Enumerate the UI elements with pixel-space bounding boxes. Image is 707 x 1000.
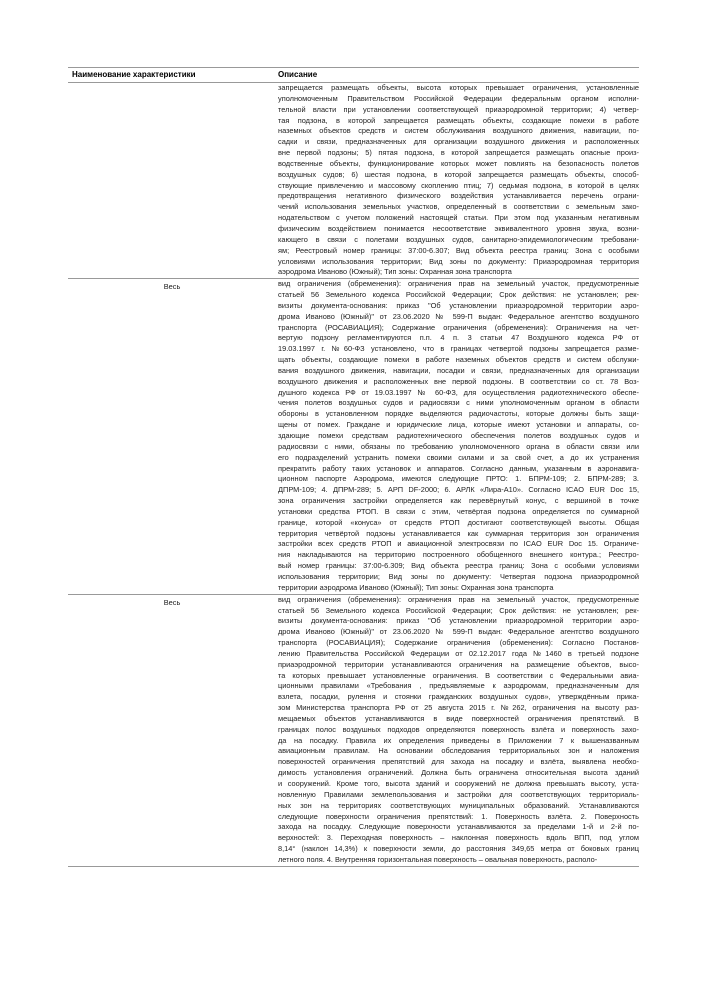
description-line: границах полос воздушных подходов определяются поверхность взлёта и поверхность захо- <box>278 724 639 734</box>
description-line: ных зон на территориях соответствующих муниципальных образований. Устанавливаются <box>278 800 639 810</box>
description-line: поверхностей ограничения препятствий для захода на посадку и взлёта, выявлена необхо- <box>278 757 639 767</box>
table-row <box>68 83 639 279</box>
description-line: его подразделений устранить помехи своими силами и за свой счет, а до их устранения <box>278 452 639 462</box>
description-line: захода на посадку. Следующие поверхности устанавливаются за пределами 1-й и 2-й по- <box>278 822 639 832</box>
row-name-cell <box>68 83 276 279</box>
description-line: воздушных судов; 6) шестая подзона, в которой запрещается размещать объекты, способ- <box>278 169 639 179</box>
description-line: здающие помехи средствам радиотехнического обеспечения полетов воздушных судов и <box>278 431 639 440</box>
description-line: чений использования земельных участков, определенный в соответствии с земельным зако- <box>278 202 639 212</box>
description-line: установки средства РТОП. В связи с этим, четвёртая подзона определяется по суммарной <box>278 506 639 516</box>
description-line: следующие поверхности ограничения препятствий: 1. Поверхность взлёта. 2. Поверхность <box>278 811 639 821</box>
description-line: садки и связи, предназначенных для организации воздушного движения и расположенных <box>278 137 639 147</box>
description-line: ДПРМ-109; 4. ДПРМ-289; 5. АРП DF-2000; 6. АРЛК «Лира-А10». Согласно ICAO EUR Doc 15, <box>278 485 639 495</box>
description-line: предотвращения негативного физического воздействия устанавливается перечень ограни- <box>278 191 639 201</box>
description-line: вания воздушного движения, навигации, посадки и связи, предназначенных для организации <box>278 365 639 375</box>
description-line: наземных объектов средств и систем обслуживания воздушного движения, навигации, по- <box>278 126 639 136</box>
description-line: приаэродромной территории устанавливаются ограничения на размещение объектов, высо- <box>278 659 639 669</box>
description-line: тельной власти при установлении соответствующей приаэродромной территории; 4) четвер- <box>278 104 639 114</box>
description-line: использования территории; Вид зоны по документу: Четвертая подзона приаэродромной <box>278 571 639 581</box>
description-line: димость установления ограничений. Должна быть ограничена относительная высота зданий <box>278 768 639 778</box>
row-description <box>276 279 639 593</box>
row-description <box>276 595 639 866</box>
description-line: 8,14° (наклон 14,3%) к поверхности земли, до расстояния 349,65 метра от боковых границ <box>278 844 639 854</box>
description-line: авиационным правилам. На основании обследования территориальных зон и наложения <box>278 746 639 756</box>
description-line: та которых превышает установленные ограничения. В соответствии с Федеральными авиа- <box>278 670 639 680</box>
description-line: визиты документа-основания: приказ "Об установлении приаэродромной территории аэро- <box>278 616 639 626</box>
description-line: статьей 56 Земельного кодекса Российской Федерации; Срок действия: не установлен; рек- <box>278 605 639 615</box>
description-line: вый номер границы: 37:00-6.309; Вид объекта реестра границ: Зона с особыми условиями <box>278 561 639 571</box>
table-row <box>68 594 639 866</box>
description-line: ям; Реестровый номер границы: 37:00-6.307; Вид объекта реестра границ: Зона с особыми <box>278 245 639 255</box>
description-line: водственные объекты, функционирование которых может повлиять на безопасность полетов <box>278 158 639 168</box>
description-line: уполномоченным Правительством Российской Федерации федеральным органом исполни- <box>278 93 639 103</box>
header-characteristic-name: Наименование характеристики <box>68 68 276 83</box>
description-line: статьей 56 Земельного кодекса Российской Федерации; Срок действия: не установлен; рек- <box>278 290 639 300</box>
row-description <box>276 83 639 278</box>
description-line: вид ограничения (обременения): ограничения прав на земельный участок, предусмотренные <box>278 279 639 289</box>
description-line: тая подзона, в которой запрещается размещать объекты, создающие помехи в работе <box>278 115 639 125</box>
description-line: физическим воздействием понимается несоответствие эквивалентного уровня звука, возни- <box>278 223 639 233</box>
description-line: нодательством с учетом положений настоящей статьи. При этом под указанным негативным <box>278 213 639 223</box>
row-name-cell <box>68 279 276 594</box>
description-line: радиосвязи с ними, обязаны по требованию уполномоченного органа в области связи или <box>278 441 639 451</box>
description-line: границе, которой «конуса» от средств РТОП достигают соответствующей высоты. Общая <box>278 517 639 527</box>
description-line: дрома Иваново (Южный)" от 23.06.2020 № 599-П выдан: Федеральное агентство воздушного <box>278 311 639 321</box>
description-line: душного кодекса РФ от 19.03.1997 № 60-ФЗ, для осуществления радиотехнического обеспе- <box>278 387 639 397</box>
row-description-cell <box>276 279 639 594</box>
description-line: зона ограничения застройки определяется как перевёрнутый конус, с вершиной в точке <box>278 496 639 506</box>
table-header-row <box>68 68 639 83</box>
description-line: ния накладываются на территорию построенного обобщенного внешнего контура.; Реестро- <box>278 550 639 560</box>
description-line: территории аэродрома Иваново (Южный); Тип зоны: Охранная зона транспорта <box>278 582 554 592</box>
row-name-cell <box>68 594 276 866</box>
description-line: вне первой подзоны; 5) пятая подзона, в которой запрещается размещать опасные произ- <box>278 148 639 158</box>
description-line: обороны в установленном порядке выделяются радиочастоты, которые должны быть защи- <box>278 409 639 419</box>
description-line: дрома Иваново (Южный)" от 23.06.2020 № 599-П выдан: Федеральное агентство воздушного <box>278 627 639 637</box>
row-name <box>68 83 276 86</box>
description-line: застройки всех средств РТОП и авиационной электросвязи по ICAO EUR Doc 15. Ограниче- <box>278 539 639 549</box>
description-line: летного поля. 4. Внутренняя горизонтальная поверхность – овальная поверхность, располо- <box>278 854 598 864</box>
description-line: да на посадку. Правила их определения приведены в Приложении 7 к вышеназванным <box>278 735 639 745</box>
row-description-cell <box>276 594 639 866</box>
description-line: аэродрома Иваново (Южный); Тип зоны: Охранная зона транспорта <box>278 267 512 277</box>
table-row <box>68 279 639 594</box>
description-line: 19.03.1997 г. №60-ФЗ установлено, что в границах четвертой подзоны запрещается разме- <box>278 344 639 354</box>
description-line: щены от помех. Граждане и юридические лица, которые имеют установки и аппараты, со- <box>278 420 639 430</box>
characteristics-table <box>68 67 639 867</box>
description-line: верхностей: 3. Переходная поверхность – наклонная поверхность вдоль ВПП, под углом <box>278 833 639 843</box>
description-line: территория четвёртой подзоны устанавливается как суммарная территория зон ограничения <box>278 528 639 538</box>
description-line: взлета, посадки, рулення и стоянки гражданских воздушных судов», утверждённым прика- <box>278 692 639 702</box>
row-name: Весь <box>163 282 181 292</box>
description-line: и сооружений. Кроме того, высота зданий и сооружений не должна превышать высоту, уста- <box>278 779 639 788</box>
description-line: вертую подзону регламентируются п.п. 4 п. 3 статьи 47 Воздушного кодекса РФ от <box>278 333 639 343</box>
description-line: кающего в связи с полетами воздушных судов, санитарно-эпидемиологическим требовани- <box>278 234 639 244</box>
description-line: транспорта (РОСАВИАЦИЯ); Содержание ограничения (обременения): Ограничения на чет- <box>278 322 639 332</box>
header-description: Описание <box>276 68 639 83</box>
description-line: воздушного движения и расположенных вне первой подзоны. В соответствии со ст. 78 Воз- <box>278 376 639 386</box>
description-line: запрещается размещать объекты, высота которых превышает ограничения, установленные <box>278 83 639 92</box>
description-line: условиями использования территории; Вид зоны по документу: Приаэродромная территория <box>278 256 639 266</box>
description-line: щать объекты, создающие помехи в работе наземных объектов средств и систем обслужи- <box>278 355 639 365</box>
row-description-cell <box>276 83 639 279</box>
description-line: вид ограничения (обременения): ограничения прав на земельный участок, предусмотренные <box>278 594 639 604</box>
description-line: мещаемых объектов устанавливаются в виде поверхностей ограничения препятствий. В <box>278 713 639 723</box>
description-line: чения полетов воздушных судов и радиосвязи с ними уполномоченным органом в области <box>278 398 639 408</box>
description-line: лению Правительства Российской Федерации от 02.12.2017 года №1460 в третьей подзоне <box>278 648 639 658</box>
row-name: Весь <box>163 597 181 607</box>
description-line: транспорта (РОСАВИАЦИЯ); Содержание ограничения (обременения): Согласно Постанов- <box>278 638 639 648</box>
description-line: ствующие привлечению и массовому скоплению птиц; 7) седьмая подзона, в которой в целях <box>278 180 639 190</box>
description-line: зом Министерства транспорта РФ от 25 августа 2015 г. №262, ограничения на высоту раз- <box>278 703 639 713</box>
description-line: визиты документа-основания: приказ "Об установлении приаэродромной территории аэро- <box>278 300 639 310</box>
description-line: ционном паспорте Аэродрома, имеются следующие ПРТО: 1. БПРМ-109; 2. БПРМ-289; 3. <box>278 474 639 484</box>
description-line: новленную Правилами землепользования и застройки для соответствующих территориаль- <box>278 789 639 799</box>
description-line: прекратить работу таких установок и аппаратов. Согласно данным, указанным в аэронавига- <box>278 463 639 473</box>
description-line: ционными правилами «Требования , предъявляемые к аэродромам, предназначенным для <box>278 681 639 691</box>
